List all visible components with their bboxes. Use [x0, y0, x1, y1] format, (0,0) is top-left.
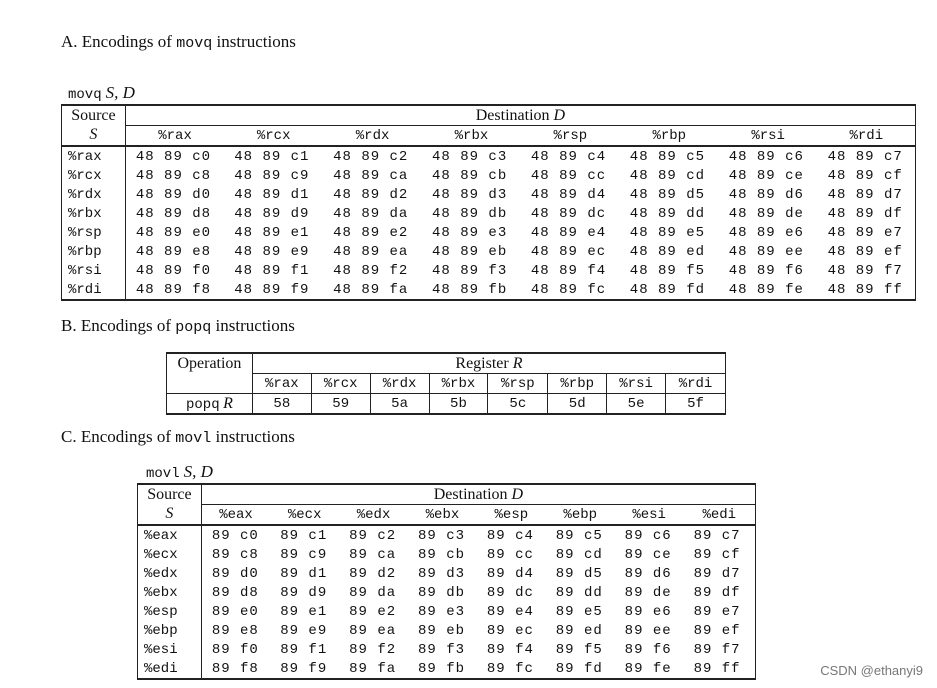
encoding-cell: 89 df	[684, 583, 756, 602]
encoding-cell: 48 89 c7	[818, 146, 916, 166]
encoding-cell: 89 d0	[211, 565, 259, 582]
encoding-cell: 89 c7	[684, 525, 756, 545]
encoding-cell: 89 c3	[418, 527, 466, 544]
encoding-cell: 89 ef	[684, 621, 756, 640]
encoding-cell: 89 c4	[486, 527, 534, 544]
encoding-cell: 89 c8	[211, 546, 259, 563]
popq-op-cell: popq R	[167, 394, 253, 415]
encoding-cell: 89 e4	[486, 603, 534, 620]
encoding-cell: 89 c0	[211, 527, 259, 544]
encoding-cell: 89 fb	[408, 659, 477, 679]
encoding-cell: 48 89 cc	[530, 167, 607, 184]
encoding-cell: 48 89 e6	[728, 224, 804, 241]
popq-encoding-cell: 59	[311, 394, 370, 415]
column-header: %eax	[201, 505, 270, 526]
encoding-cell: 48 89 c2	[333, 148, 409, 165]
encoding-cell: 48 89 d3	[432, 186, 508, 203]
encoding-cell: 89 ed	[555, 622, 603, 639]
encoding-cell: 89 da	[349, 584, 397, 601]
encoding-cell: 48 89 d5	[629, 186, 706, 203]
encoding-cell: 89 e9	[280, 622, 328, 639]
encoding-cell: 48 89 c3	[432, 148, 508, 165]
encoding-cell: 89 f4	[486, 641, 534, 658]
table-row	[62, 223, 916, 242]
column-header: %ebp	[546, 505, 615, 526]
encoding-cell: 89 d4	[486, 565, 534, 582]
encoding-cell: 48 89 f4	[530, 262, 607, 279]
encoding-cell: 48 89 f0	[135, 262, 212, 279]
encoding-cell: 48 89 dd	[629, 205, 706, 222]
encoding-cell: 48 89 d1	[234, 186, 310, 203]
column-header: %rsp	[521, 126, 620, 147]
section-c-heading: C. Encodings of movl instructions	[61, 427, 295, 447]
column-header: %edi	[684, 505, 756, 526]
encoding-cell: 89 ee	[624, 622, 672, 639]
encoding-cell: 48 89 c6	[728, 148, 804, 165]
encoding-cell: 89 f0	[211, 641, 259, 658]
encoding-cell: 48 89 e9	[234, 243, 310, 260]
encoding-cell: 89 d2	[349, 565, 397, 582]
column-header: %rbp	[620, 126, 719, 147]
source-label: Source	[62, 105, 126, 126]
encoding-cell: 48 89 ef	[818, 242, 916, 261]
encoding-cell: 48 89 ca	[333, 167, 409, 184]
column-header: %rcx	[224, 126, 323, 147]
table-row	[138, 602, 756, 621]
section-a-heading: A. Encodings of movq instructions	[61, 32, 296, 52]
row-source-register: %rsi	[62, 261, 126, 280]
encoding-cell: 48 89 c9	[234, 167, 310, 184]
table-row	[138, 564, 756, 583]
encoding-cell: 89 fe	[615, 659, 684, 679]
encoding-cell: 48 89 e1	[234, 224, 310, 241]
row-source-register: %rbx	[62, 204, 126, 223]
popq-encoding-cell: 5c	[488, 394, 548, 415]
encoding-cell: 89 cb	[418, 546, 466, 563]
table-row	[138, 640, 756, 659]
popq-encoding-cell: 5a	[370, 394, 429, 415]
row-source-register: %rdi	[62, 280, 126, 300]
movq-encoding-table	[61, 104, 916, 301]
encoding-cell: 48 89 cd	[629, 167, 706, 184]
column-header: %rdi	[818, 126, 916, 147]
row-source-register: %ebx	[138, 583, 202, 602]
encoding-cell: 89 fc	[477, 659, 546, 679]
encoding-cell: 48 89 c1	[234, 148, 310, 165]
encoding-cell: 89 dd	[555, 584, 603, 601]
encoding-cell: 89 e8	[211, 622, 259, 639]
encoding-cell: 48 89 f5	[629, 262, 706, 279]
encoding-cell: 89 d8	[211, 584, 259, 601]
encoding-cell: 48 89 d9	[234, 205, 310, 222]
encoding-cell: 48 89 d6	[728, 186, 804, 203]
column-header: %rsp	[488, 374, 548, 394]
column-header: %rbx	[422, 126, 521, 147]
encoding-cell: 48 89 df	[818, 204, 916, 223]
encoding-cell: 89 c1	[280, 527, 328, 544]
encoding-cell: 48 89 da	[333, 205, 409, 222]
encoding-cell: 89 fd	[546, 659, 615, 679]
encoding-cell: 89 c2	[349, 527, 397, 544]
encoding-cell: 89 ca	[349, 546, 397, 563]
encoding-cell: 89 e6	[624, 603, 672, 620]
column-header: %ecx	[270, 505, 339, 526]
encoding-cell: 89 d5	[555, 565, 603, 582]
encoding-cell: 89 c5	[555, 527, 603, 544]
encoding-cell: 89 f3	[418, 641, 466, 658]
encoding-cell: 48 89 e2	[333, 224, 409, 241]
encoding-cell: 89 fa	[339, 659, 408, 679]
popq-encoding-cell: 5f	[666, 394, 726, 415]
table-row	[62, 146, 916, 166]
column-header: %rbp	[548, 374, 607, 394]
column-header: %rsi	[719, 126, 818, 147]
row-source-register: %esp	[138, 602, 202, 621]
encoding-cell: 48 89 fe	[719, 280, 818, 300]
encoding-cell: 48 89 eb	[432, 243, 508, 260]
popq-encoding-cell: 5e	[607, 394, 666, 415]
destination-label: Destination D	[201, 484, 755, 505]
encoding-cell: 89 ff	[684, 659, 756, 679]
encoding-cell: 48 89 e5	[629, 224, 706, 241]
encoding-cell: 89 ec	[486, 622, 534, 639]
encoding-cell: 48 89 ff	[818, 280, 916, 300]
encoding-cell: 48 89 ec	[530, 243, 607, 260]
encoding-cell: 89 c9	[280, 546, 328, 563]
encoding-cell: 48 89 c4	[530, 148, 607, 165]
register-label: Register R	[252, 353, 725, 374]
encoding-cell: 48 89 c0	[135, 148, 212, 165]
table-row	[62, 185, 916, 204]
encoding-cell: 89 f1	[280, 641, 328, 658]
row-source-register: %rax	[62, 146, 126, 166]
encoding-cell: 89 f6	[624, 641, 672, 658]
encoding-cell: 48 89 ee	[728, 243, 804, 260]
encoding-cell: 89 dc	[486, 584, 534, 601]
movl-syntax: movl S, D	[146, 462, 213, 482]
source-symbol: S	[138, 505, 202, 526]
row-source-register: %rsp	[62, 223, 126, 242]
column-header: %rsi	[607, 374, 666, 394]
operation-label: Operation	[167, 353, 253, 374]
encoding-cell: 89 e1	[280, 603, 328, 620]
column-header: %rdi	[666, 374, 726, 394]
encoding-cell: 89 f2	[349, 641, 397, 658]
column-header: %rax	[252, 374, 311, 394]
encoding-cell: 89 f5	[555, 641, 603, 658]
row-source-register: %edi	[138, 659, 202, 679]
encoding-cell: 48 89 e4	[530, 224, 607, 241]
encoding-cell: 89 ce	[624, 546, 672, 563]
column-header: %rdx	[370, 374, 429, 394]
row-source-register: %ecx	[138, 545, 202, 564]
encoding-cell: 48 89 c5	[629, 148, 706, 165]
table-row	[62, 204, 916, 223]
encoding-cell: 89 e2	[349, 603, 397, 620]
table-row	[138, 583, 756, 602]
movq-syntax: movq S, D	[68, 83, 135, 103]
encoding-cell: 89 d3	[418, 565, 466, 582]
popq-encoding-cell: 5b	[429, 394, 488, 415]
encoding-cell: 89 e7	[684, 602, 756, 621]
encoding-cell: 48 89 db	[432, 205, 508, 222]
encoding-cell: 48 89 e3	[432, 224, 508, 241]
encoding-cell: 48 89 d0	[135, 186, 212, 203]
encoding-cell: 48 89 de	[728, 205, 804, 222]
encoding-cell: 89 e0	[211, 603, 259, 620]
table-row	[138, 621, 756, 640]
encoding-cell: 89 cd	[555, 546, 603, 563]
section-b-heading: B. Encodings of popq instructions	[61, 316, 295, 336]
encoding-cell: 48 89 f2	[333, 262, 409, 279]
popq-encoding-cell: 5d	[548, 394, 607, 415]
encoding-cell: 89 eb	[418, 622, 466, 639]
encoding-cell: 89 e3	[418, 603, 466, 620]
encoding-cell: 89 cf	[684, 545, 756, 564]
popq-encoding-table	[166, 352, 726, 415]
row-source-register: %esi	[138, 640, 202, 659]
row-source-register: %rbp	[62, 242, 126, 261]
table-row	[62, 166, 916, 185]
csdn-watermark: CSDN @ethanyi9	[820, 663, 923, 678]
encoding-cell: 48 89 dc	[530, 205, 607, 222]
encoding-cell: 48 89 fb	[422, 280, 521, 300]
row-source-register: %rdx	[62, 185, 126, 204]
column-header: %rax	[125, 126, 224, 147]
encoding-cell: 89 db	[418, 584, 466, 601]
encoding-cell: 89 de	[624, 584, 672, 601]
source-symbol: S	[62, 126, 126, 147]
encoding-cell: 48 89 f1	[234, 262, 310, 279]
column-header: %rbx	[429, 374, 488, 394]
encoding-cell: 48 89 fd	[620, 280, 719, 300]
encoding-cell: 48 89 ea	[333, 243, 409, 260]
encoding-cell: 48 89 e0	[135, 224, 212, 241]
encoding-cell: 48 89 d8	[135, 205, 212, 222]
table-row	[62, 242, 916, 261]
column-header: %esi	[615, 505, 684, 526]
column-header: %edx	[339, 505, 408, 526]
encoding-cell: 48 89 d4	[530, 186, 607, 203]
row-source-register: %eax	[138, 525, 202, 545]
encoding-cell: 48 89 e8	[135, 243, 212, 260]
encoding-cell: 89 c6	[624, 527, 672, 544]
encoding-cell: 48 89 ed	[629, 243, 706, 260]
encoding-cell: 48 89 c8	[135, 167, 212, 184]
row-source-register: %ebp	[138, 621, 202, 640]
encoding-cell: 48 89 fc	[521, 280, 620, 300]
encoding-cell: 89 e5	[555, 603, 603, 620]
row-source-register: %rcx	[62, 166, 126, 185]
encoding-cell: 89 f7	[684, 640, 756, 659]
encoding-cell: 48 89 f3	[432, 262, 508, 279]
encoding-cell: 89 cc	[486, 546, 534, 563]
encoding-cell: 89 d9	[280, 584, 328, 601]
encoding-cell: 48 89 fa	[323, 280, 422, 300]
table-row	[62, 280, 916, 300]
encoding-cell: 48 89 f9	[224, 280, 323, 300]
encoding-cell: 48 89 f7	[818, 261, 916, 280]
destination-label: Destination D	[125, 105, 915, 126]
operation-spacer	[167, 374, 253, 394]
column-header: %rdx	[323, 126, 422, 147]
encoding-cell: 48 89 f8	[125, 280, 224, 300]
column-header: %esp	[477, 505, 546, 526]
encoding-cell: 89 f9	[270, 659, 339, 679]
row-source-register: %edx	[138, 564, 202, 583]
table-row	[138, 545, 756, 564]
encoding-cell: 89 f8	[201, 659, 270, 679]
movl-encoding-table	[137, 483, 756, 680]
encoding-cell: 48 89 ce	[728, 167, 804, 184]
encoding-cell: 48 89 f6	[728, 262, 804, 279]
table-row	[138, 525, 756, 545]
encoding-cell: 48 89 cb	[432, 167, 508, 184]
column-header: %rcx	[311, 374, 370, 394]
encoding-cell: 89 d1	[280, 565, 328, 582]
encoding-cell: 89 d7	[684, 564, 756, 583]
encoding-cell: 89 d6	[624, 565, 672, 582]
encoding-cell: 89 ea	[349, 622, 397, 639]
encoding-cell: 48 89 d7	[818, 185, 916, 204]
encoding-cell: 48 89 e7	[818, 223, 916, 242]
encoding-cell: 48 89 cf	[818, 166, 916, 185]
encoding-cell: 48 89 d2	[333, 186, 409, 203]
column-header: %ebx	[408, 505, 477, 526]
popq-encoding-cell: 58	[252, 394, 311, 415]
source-label: Source	[138, 484, 202, 505]
table-row	[62, 261, 916, 280]
table-row	[138, 659, 756, 679]
